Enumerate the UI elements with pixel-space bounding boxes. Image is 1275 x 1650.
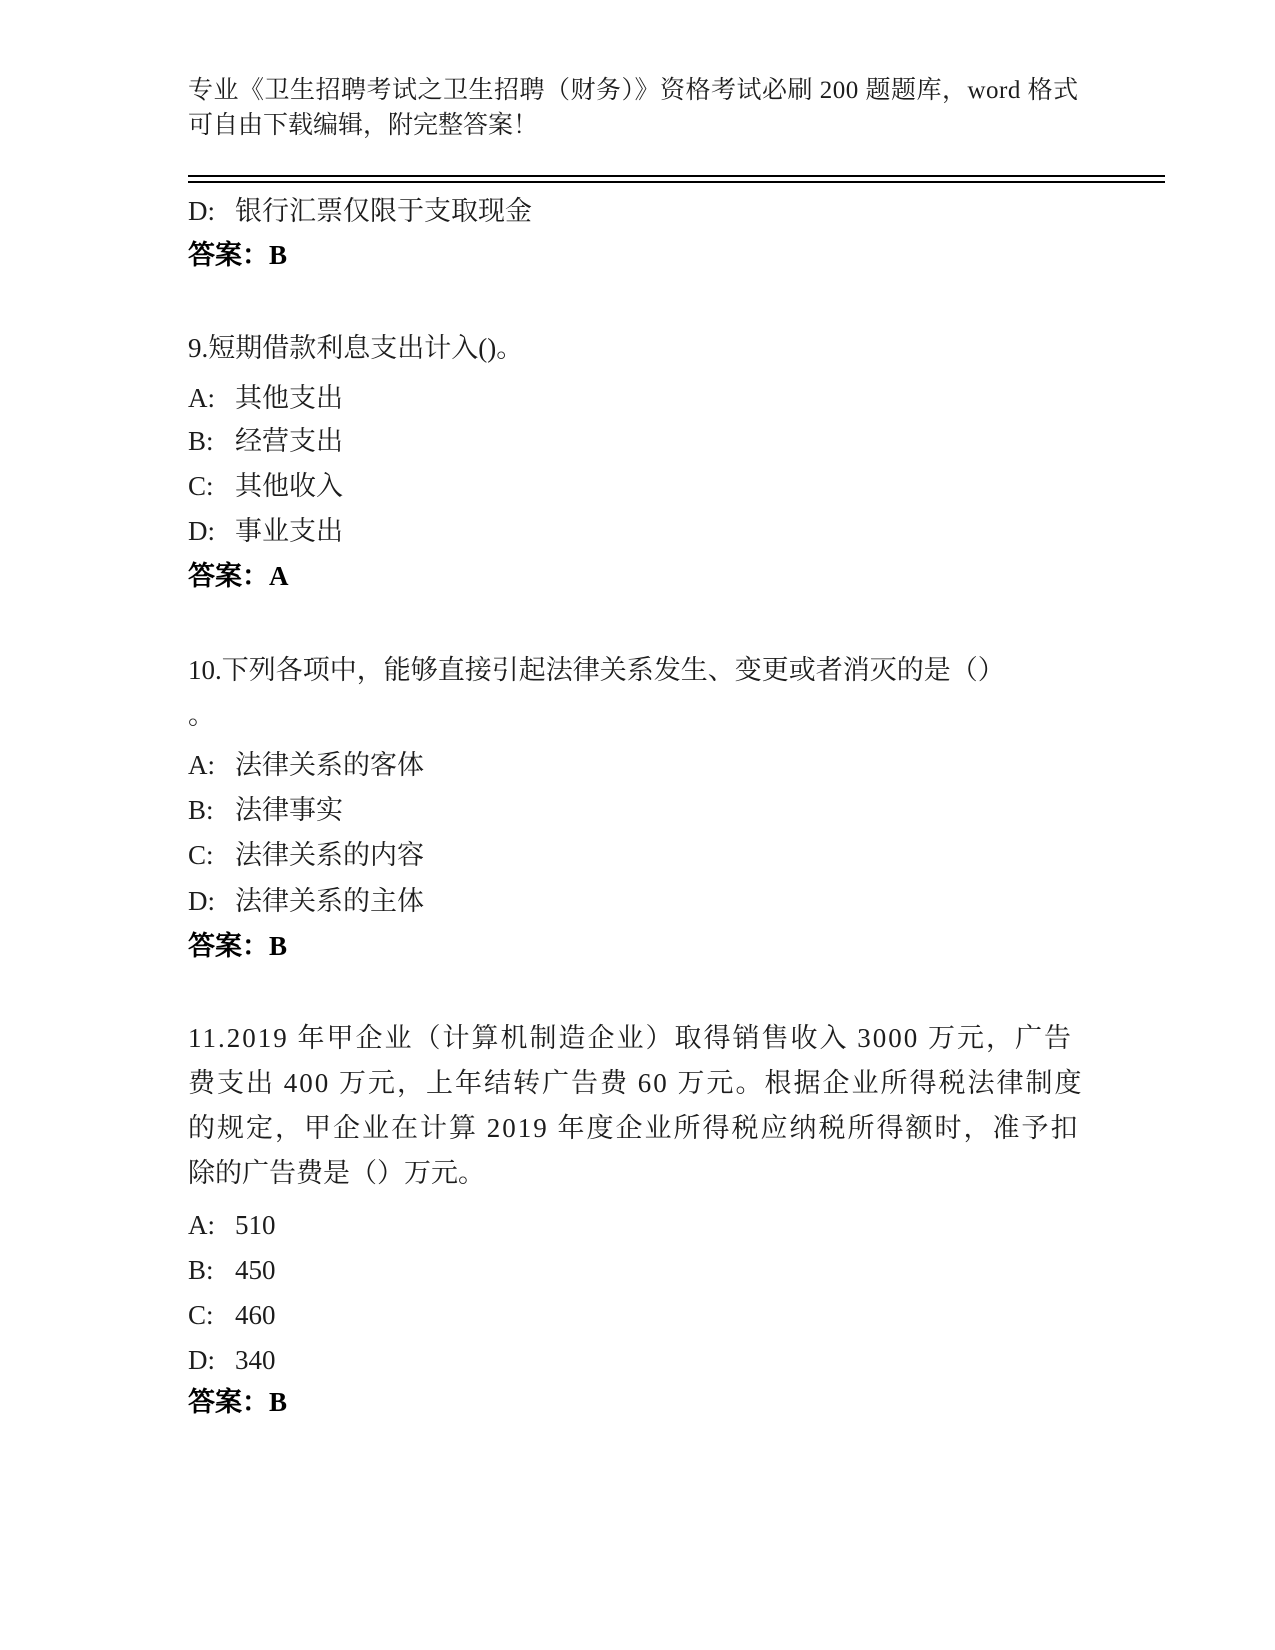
stem-line: 10.下列各项中，能够直接引起法律关系发生、变更或者消灭的是（） bbox=[188, 655, 1005, 685]
question-9-option-b bbox=[188, 419, 343, 464]
option-label: D: bbox=[188, 196, 215, 226]
option-text: 银行汇票仅限于支取现金 bbox=[235, 196, 532, 226]
option-text: 460 bbox=[235, 1300, 276, 1330]
question-11-option-c bbox=[188, 1293, 276, 1338]
option-label: C: bbox=[188, 471, 214, 501]
option-label: D: bbox=[188, 886, 215, 916]
question-9-option-a bbox=[188, 376, 343, 421]
question-10-answer-line: 答案：B bbox=[188, 931, 288, 961]
question-10-option-c bbox=[188, 833, 424, 878]
question-10-option-a bbox=[188, 743, 424, 788]
stem-line: 除的广告费是（）万元。 bbox=[188, 1158, 485, 1188]
question-11-stem bbox=[188, 1016, 1084, 1196]
option-text: 事业支出 bbox=[235, 516, 343, 546]
stem-line: 的规定，甲企业在计算 2019 年度企业所得税应纳税所得额时，准予扣 bbox=[188, 1113, 1080, 1143]
question-9-option-c bbox=[188, 464, 343, 509]
carryover-answer-line: 答案：B bbox=[188, 240, 288, 270]
question-11-option-a bbox=[188, 1203, 276, 1248]
option-text: 法律关系的内容 bbox=[235, 840, 424, 870]
option-label: A: bbox=[188, 383, 215, 413]
option-text: 法律事实 bbox=[235, 795, 343, 825]
option-label: B: bbox=[188, 426, 214, 456]
option-label: D: bbox=[188, 1345, 215, 1375]
page-header bbox=[188, 73, 1080, 143]
header-line-1: 专业《卫生招聘考试之卫生招聘（财务）》资格考试必刷 200 题题库，word 格式 bbox=[188, 77, 1079, 104]
option-label: B: bbox=[188, 1255, 214, 1285]
option-text: 法律关系的客体 bbox=[235, 750, 424, 780]
option-label: A: bbox=[188, 750, 215, 780]
option-label: C: bbox=[188, 1300, 214, 1330]
question-9-option-d bbox=[188, 509, 343, 554]
option-text: 法律关系的主体 bbox=[235, 886, 424, 916]
question-10-stem bbox=[188, 648, 1005, 738]
question-11-option-d bbox=[188, 1338, 276, 1383]
question-11-answer-line: 答案：B bbox=[188, 1387, 288, 1417]
option-label: D: bbox=[188, 516, 215, 546]
question-9-answer-line: 答案：A bbox=[188, 561, 289, 591]
question-9-stem: 9.短期借款利息支出计入()。 bbox=[188, 333, 524, 363]
option-text: 经营支出 bbox=[235, 426, 343, 456]
stem-line: 11.2019 年甲企业（计算机制造企业）取得销售收入 3000 万元，广告 bbox=[188, 1023, 1073, 1053]
question-10-option-b bbox=[188, 788, 343, 833]
header-line-2: 可自由下载编辑，附完整答案！ bbox=[188, 112, 539, 139]
option-text: 其他支出 bbox=[235, 383, 343, 413]
option-text: 340 bbox=[235, 1345, 276, 1375]
option-label: C: bbox=[188, 840, 214, 870]
stem-line: 。 bbox=[188, 700, 215, 730]
stem-line: 费支出 400 万元，上年结转广告费 60 万元。根据企业所得税法律制度 bbox=[188, 1068, 1084, 1098]
header-divider-rule bbox=[188, 175, 1165, 183]
carryover-option-row bbox=[188, 189, 532, 234]
option-label: A: bbox=[188, 1210, 215, 1240]
option-text: 510 bbox=[235, 1210, 276, 1240]
option-text: 其他收入 bbox=[235, 471, 343, 501]
question-11-option-b bbox=[188, 1248, 276, 1293]
question-10-option-d bbox=[188, 879, 424, 924]
option-text: 450 bbox=[235, 1255, 276, 1285]
option-label: B: bbox=[188, 795, 214, 825]
